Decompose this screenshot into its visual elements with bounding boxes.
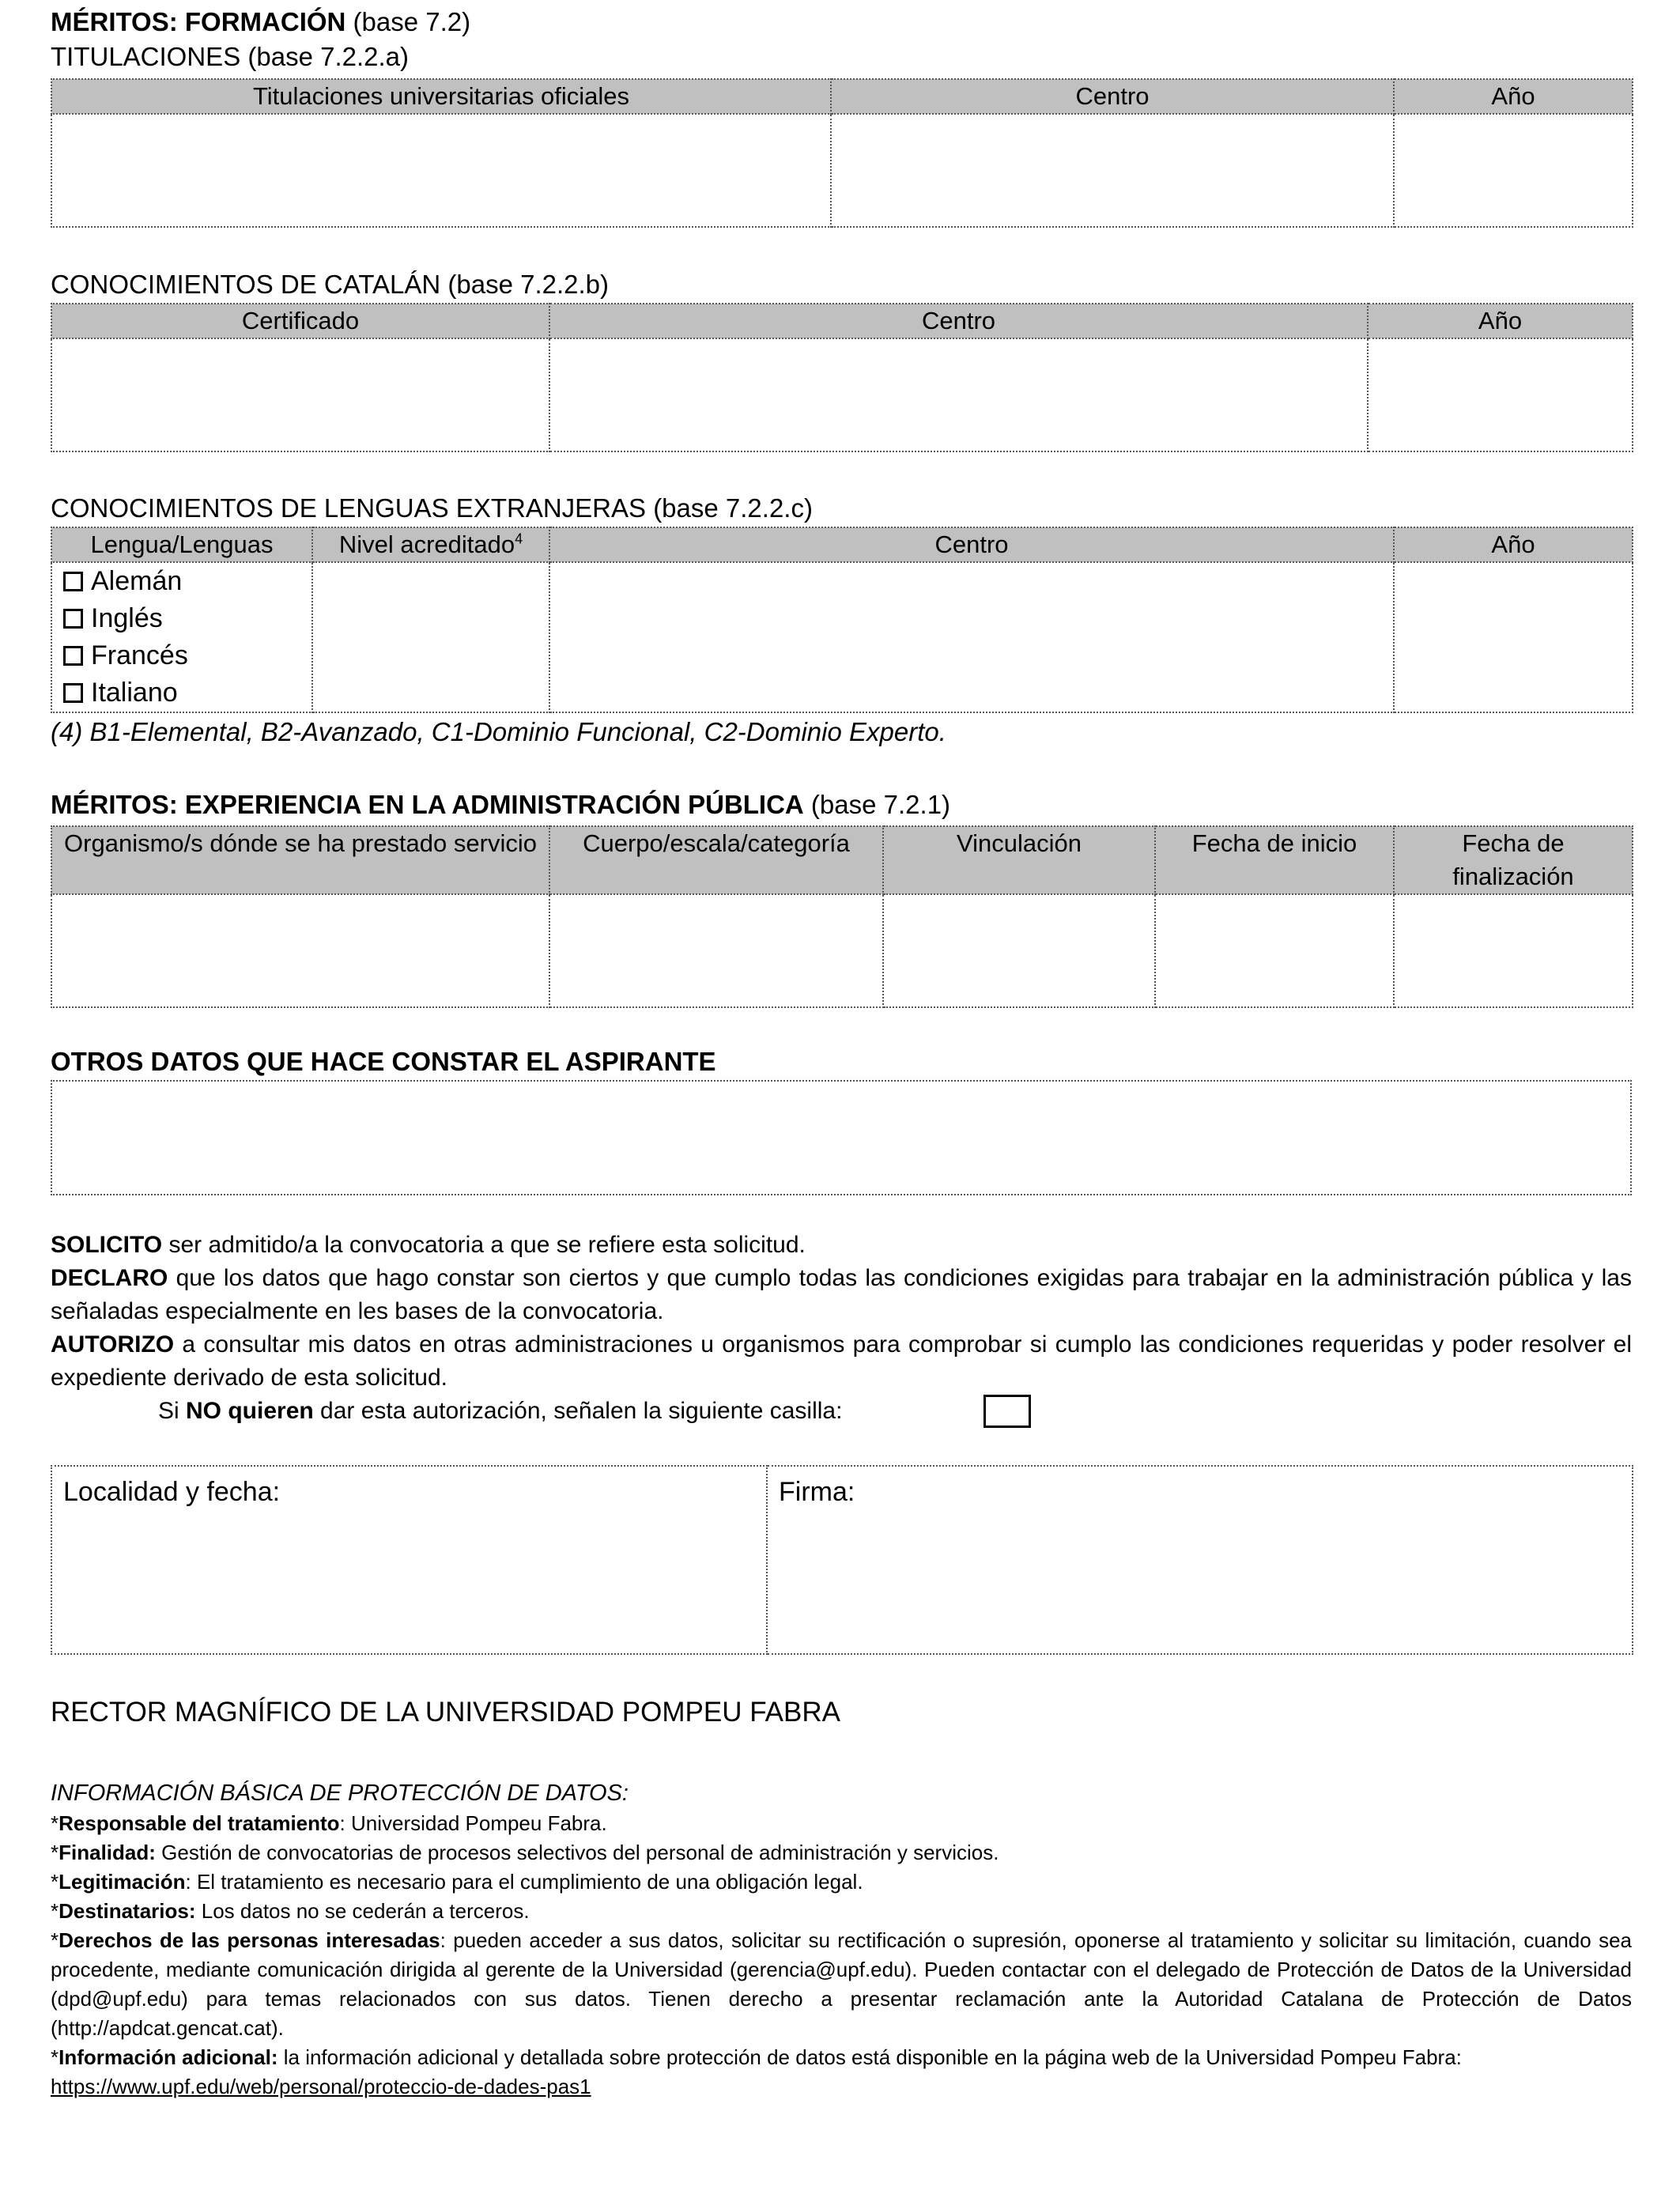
privacy-sep	[196, 1899, 202, 1923]
lengua-option-italiano[interactable]	[52, 674, 311, 712]
declaro-bold: DECLARO	[51, 1265, 168, 1291]
privacy-block	[51, 1777, 1632, 2101]
otros-heading: OTROS DATOS QUE HACE CONSTAR EL ASPIRANTE	[51, 1047, 716, 1076]
privacy-sep: :	[339, 1811, 351, 1835]
firma-label: Firma:	[779, 1477, 855, 1507]
optout-checkbox[interactable]	[983, 1395, 1031, 1428]
experiencia-cell-vinculacion[interactable]	[883, 894, 1155, 1007]
optout-post: dar esta autorización, señalen la siguiente casilla:	[313, 1398, 843, 1424]
lenguas-header-lengua: Lengua/Lenguas	[51, 527, 312, 562]
rector-line: RECTOR MAGNÍFICO DE LA UNIVERSIDAD POMPEU FABRA	[51, 1697, 840, 1728]
experiencia-header-fecha-inicio: Fecha de inicio	[1155, 826, 1394, 894]
privacy-bullet: *	[51, 1899, 59, 1923]
privacy-text-legitimacion: El tratamiento es necesario para el cumplimiento de una obligación legal.	[196, 1870, 863, 1894]
privacy-bullet: *	[51, 1870, 59, 1894]
lengua-option-aleman[interactable]	[52, 563, 311, 600]
optout-pre: Si	[158, 1398, 187, 1424]
experiencia-table	[51, 825, 1633, 1008]
privacy-sep: :	[185, 1870, 197, 1894]
privacy-title: INFORMACIÓN BÁSICA DE PROTECCIÓN DE DATOS:	[51, 1781, 629, 1806]
titulaciones-cell-titulacion[interactable]	[51, 114, 831, 227]
privacy-link[interactable]: https://www.upf.edu/web/personal/proteccio-de-dades-pas1	[51, 2075, 591, 2098]
catalan-header-centro: Centro	[549, 304, 1368, 338]
lengua-label-italiano: Italiano	[91, 678, 178, 708]
privacy-item-responsable	[51, 1809, 1632, 1838]
autorizo-text: a consultar mis datos en otras administraciones u organismos para comprobar si cumplo las condiciones requeridas y poder resolver el expediente derivado de esta solicitud.	[51, 1331, 1632, 1391]
formacion-heading-bold: MÉRITOS: FORMACIÓN	[51, 7, 346, 36]
experiencia-cell-fecha-inicio[interactable]	[1155, 894, 1394, 1007]
localidad-fecha-label: Localidad y fecha:	[63, 1477, 281, 1507]
privacy-item-legitimacion	[51, 1867, 1632, 1897]
checkbox-ingles[interactable]	[63, 609, 83, 629]
formacion-heading	[51, 5, 1632, 74]
lengua-label-ingles: Inglés	[91, 603, 163, 633]
checkbox-italiano[interactable]	[63, 683, 83, 703]
experiencia-cell-organismo[interactable]	[51, 894, 549, 1007]
lenguas-cell-options	[51, 562, 312, 712]
experiencia-heading	[51, 787, 1632, 822]
localidad-fecha-field[interactable]	[51, 1466, 767, 1654]
privacy-bullet: *	[51, 2045, 59, 2069]
autorizo-paragraph	[51, 1328, 1632, 1395]
privacy-label-legitimacion: Legitimación	[59, 1870, 186, 1894]
lenguas-header-ano: Año	[1394, 527, 1633, 562]
lengua-option-ingles[interactable]	[52, 600, 311, 637]
autorizo-bold: AUTORIZO	[51, 1331, 175, 1358]
catalan-title: CONOCIMIENTOS DE CATALÁN (base 7.2.2.b)	[51, 270, 610, 299]
experiencia-cell-fecha-fin[interactable]	[1394, 894, 1633, 1007]
lenguas-header-nivel	[312, 527, 549, 562]
solicito-bold: SOLICITO	[51, 1232, 163, 1258]
experiencia-header-fecha-fin: Fecha de finalización	[1394, 826, 1633, 894]
privacy-text-responsable: Universidad Pompeu Fabra.	[351, 1811, 607, 1835]
privacy-bullet: *	[51, 1841, 59, 1864]
lengua-label-aleman: Alemán	[91, 566, 183, 596]
lenguas-header-nivel-label: Nivel acreditado	[338, 531, 515, 558]
formacion-heading-rest: (base 7.2)	[345, 7, 471, 36]
privacy-item-finalidad	[51, 1838, 1632, 1867]
privacy-sep: :	[440, 1928, 454, 1952]
titulaciones-cell-centro[interactable]	[831, 114, 1394, 227]
lenguas-cell-ano[interactable]	[1394, 562, 1633, 712]
firma-table	[51, 1465, 1633, 1655]
privacy-text-derechos: pueden acceder a sus datos, solicitar su rectificación o supresión, oponerse al tratamiento y solicitar su limitación, cuando sea procedente, mediante comunicación dirigida al gerente de la Universidad (gerencia@upf.edu). Pueden contactar con el delegado de Protección de Datos de la Universidad (dpd@upf.edu) para temas relacionados con sus datos. Tienen derecho a presentar reclamación ante la Autoridad Catalana de Protección de Datos (http://apdcat.gencat.cat).	[51, 1928, 1632, 2040]
lenguas-cell-centro[interactable]	[549, 562, 1394, 712]
optout-bold: NO quieren	[186, 1398, 314, 1424]
privacy-bullet: *	[51, 1811, 59, 1835]
catalan-cell-centro[interactable]	[549, 338, 1368, 451]
lengua-option-frances[interactable]	[52, 637, 311, 674]
titulaciones-table	[51, 78, 1633, 228]
lenguas-header-centro: Centro	[549, 527, 1394, 562]
experiencia-heading-bold: MÉRITOS: EXPERIENCIA EN LA ADMINISTRACIÓN PÚBLICA	[51, 790, 804, 819]
experiencia-heading-rest: (base 7.2.1)	[803, 790, 951, 819]
lenguas-cell-nivel[interactable]	[312, 562, 549, 712]
privacy-text-finalidad: Gestión de convocatorias de procesos selectivos del personal de administración y servicios.	[161, 1841, 999, 1864]
firma-field[interactable]	[767, 1466, 1633, 1654]
privacy-label-derechos: Derechos de las personas interesadas	[59, 1928, 440, 1952]
privacy-sep	[278, 2045, 284, 2069]
catalan-cell-certificado[interactable]	[51, 338, 549, 451]
privacy-label-informacion: Información adicional:	[59, 2045, 278, 2069]
titulaciones-title: TITULACIONES (base 7.2.2.a)	[51, 42, 409, 71]
declaro-text: que los datos que hago constar son ciertos y que cumplo todas las condiciones exigidas para trabajar en la administración pública y las señaladas especialmente en les bases de la convocatoria.	[51, 1265, 1632, 1324]
solicito-paragraph	[51, 1229, 1632, 1262]
checkbox-aleman[interactable]	[63, 572, 83, 591]
catalan-header-certificado: Certificado	[51, 304, 549, 338]
experiencia-header-vinculacion: Vinculación	[883, 826, 1155, 894]
privacy-item-destinatarios	[51, 1897, 1632, 1926]
lenguas-table	[51, 527, 1633, 713]
privacy-label-destinatarios: Destinatarios:	[59, 1899, 196, 1923]
titulaciones-header-titulacion: Titulaciones universitarias oficiales	[51, 79, 831, 114]
catalan-table	[51, 303, 1633, 452]
catalan-cell-ano[interactable]	[1368, 338, 1633, 451]
privacy-label-finalidad: Finalidad:	[59, 1841, 156, 1864]
titulaciones-header-centro: Centro	[831, 79, 1394, 114]
otros-datos-field[interactable]	[51, 1080, 1632, 1195]
declaraciones-block	[51, 1229, 1632, 1428]
lenguas-header-nivel-footnote: 4	[515, 531, 523, 547]
optout-line	[51, 1395, 1632, 1428]
catalan-header-ano: Año	[1368, 304, 1633, 338]
checkbox-frances[interactable]	[63, 646, 83, 666]
experiencia-header-cuerpo: Cuerpo/escala/categoría	[549, 826, 883, 894]
lengua-label-frances: Francés	[91, 640, 188, 670]
declaro-paragraph	[51, 1262, 1632, 1328]
lenguas-footnote: (4) B1-Elemental, B2-Avanzado, C1-Dominio Funcional, C2-Dominio Experto.	[51, 717, 946, 746]
privacy-text-destinatarios: Los datos no se cederán a terceros.	[201, 1899, 530, 1923]
experiencia-header-organismo: Organismo/s dónde se ha prestado servicio	[51, 826, 549, 894]
privacy-item-derechos	[51, 1926, 1632, 2043]
privacy-item-informacion-adicional	[51, 2043, 1632, 2101]
titulaciones-cell-ano[interactable]	[1394, 114, 1633, 227]
solicito-text: ser admitido/a la convocatoria a que se refiere esta solicitud.	[162, 1232, 806, 1258]
privacy-label-responsable: Responsable del tratamiento	[59, 1811, 340, 1835]
privacy-text-informacion: la información adicional y detallada sobre protección de datos está disponible en la página web de la Universidad Pompeu Fabra:	[283, 2045, 1462, 2069]
lenguas-title: CONOCIMIENTOS DE LENGUAS EXTRANJERAS (base 7.2.2.c)	[51, 493, 813, 523]
titulaciones-header-ano: Año	[1394, 79, 1633, 114]
experiencia-cell-cuerpo[interactable]	[549, 894, 883, 1007]
privacy-bullet: *	[51, 1928, 59, 1952]
